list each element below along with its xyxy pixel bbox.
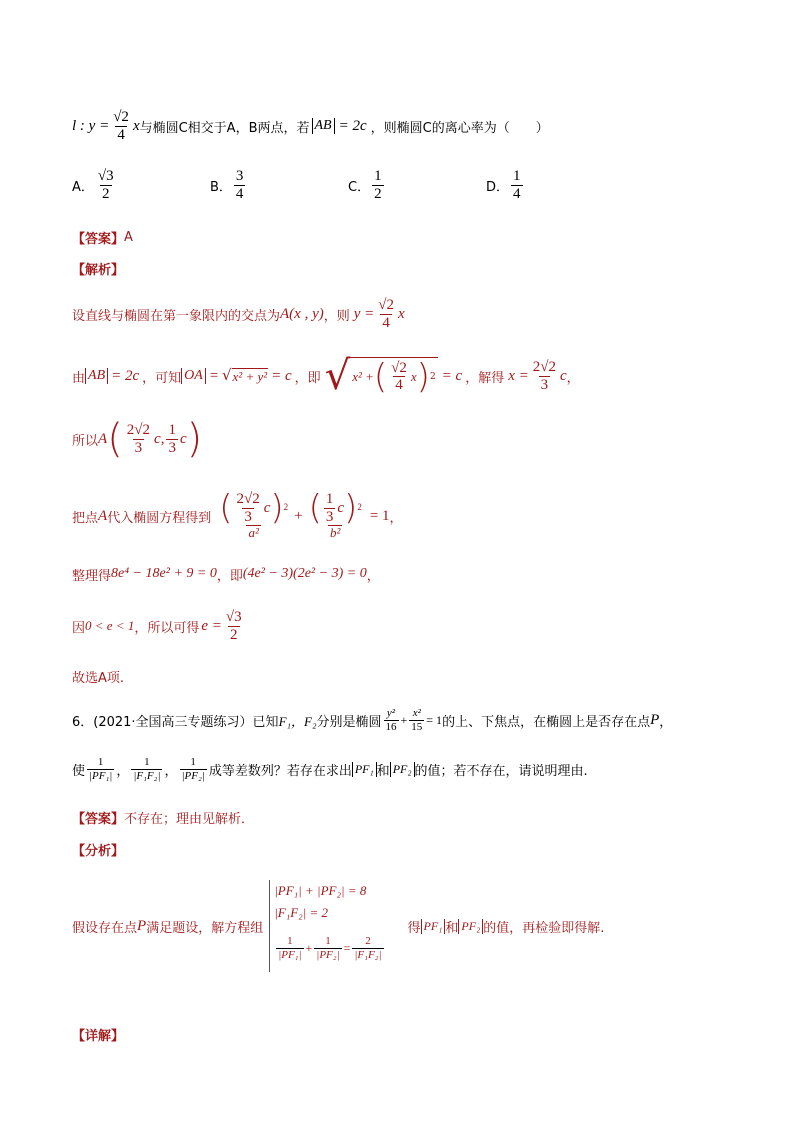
detail-tag: 【详解】: [72, 1029, 125, 1044]
detail-heading: [72, 1025, 124, 1044]
line-equation: l : y =: [72, 117, 110, 134]
radical-expression: √ x² + ( $\frac{√2}{4}$ x ) 2: [324, 353, 436, 399]
solution-step-3: 所以 A ( $\frac{2√2}{3}$ c, $\frac{1}{3}$ c ): [72, 416, 203, 462]
option-a[interactable]: A． $\frac{√3}{2}$: [72, 168, 114, 202]
answer-1: [72, 228, 133, 247]
solution-step-6: 因 0 < e < 1 ，所以可得 e = $\frac{√3}{2}$: [72, 609, 242, 643]
question-6-line-1: 6．(2021·全国高三专题练习）已知 F₁，F₂ 分别是椭圆 $\frac{\text{y²}}{16}$ + $\frac{\text{x²}}{15}$ = 1 的上、下焦点，在椭圆上是否存在点 P ，: [72, 707, 673, 733]
equation-system: |PF₁| + |PF₂| = 8 |F₁F₂| = 2 $\frac{1}{\text{|PF₁|}}$ + $\frac{1}{\text{|PF₂|}}$ = $\frac{2}{\text{|F₁F₂|}}$: [269, 880, 385, 972]
option-d[interactable]: D． $\frac{1}{4}$: [486, 168, 521, 202]
solution-step-2: 由 AB = 2c ，可知 OA = √ x² + y² = c ，即 √ x² + ( $\frac{√2}{4}$ x ) 2 = c ，解得 x = $\frac{2√2}{3}$ c ，: [72, 353, 580, 399]
answer-tag: 【答案】: [72, 812, 125, 827]
solution-step-7: 故选A项.: [72, 671, 125, 686]
option-c[interactable]: C． $\frac{1}{2}$: [348, 168, 382, 202]
question-intro: l : y = $\frac{√2}{4}$ x 与椭圆C相交于A，B两点，若 AB = 2c ，则椭圆C的离心率为（ ）: [72, 109, 549, 143]
solution-step-4: 把点 A 代入椭圆方程得到 ( $\frac{2√2}{3}$ c ) 2 a² + ( $\frac{1}{3}$ c ) 2 b² = 1 ，: [72, 488, 403, 541]
slope-fraction: $\frac{√2}{4}$: [113, 109, 129, 143]
question-6-line-2: 使 $\frac{1}{\text{|PF₁|}}$ ， $\frac{1}{\text{|F₁F₂|}}$ ， $\frac{1}{\text{|PF₂|}}$ 成等差数列？若存在求出 PF₁ 和 PF₂ 的值；若不存在，请说明理由.: [72, 756, 588, 782]
answer-value: 不存在；理由见解析．: [124, 812, 255, 827]
analysis-2: [72, 840, 124, 859]
analysis-tag: 【解析】: [72, 263, 125, 278]
solution-step-1: 设直线与椭圆在第一象限内的交点为 A(x , y) ，则 y = $\frac{√2}{4}$ x: [72, 297, 405, 331]
option-b[interactable]: B． $\frac{3}{4}$: [210, 168, 244, 202]
analysis-tag: 【分析】: [72, 844, 125, 859]
analysis-1: [72, 259, 124, 278]
answer-value: A: [124, 230, 133, 245]
analysis-hint: 假设存在点 P 满足题设，解方程组 |PF₁| + |PF₂| = 8 |F₁F₂| = 2 $\frac{1}{\text{|PF₁|}}$ + $\frac{1}{\text{|PF₂|}}$ = $\frac{2}{\text{|F₁F₂|}}$ 得 PF₁ 和 PF₂ 的值，再检验即得解.: [72, 872, 604, 980]
answer-tag: 【答案】: [72, 232, 125, 247]
solution-step-5: 整理得 8e⁴ − 18e² + 9 = 0 ，即 (4e² − 3)(2e² − 3) = 0 ，: [72, 566, 380, 584]
answer-2: [72, 808, 254, 827]
